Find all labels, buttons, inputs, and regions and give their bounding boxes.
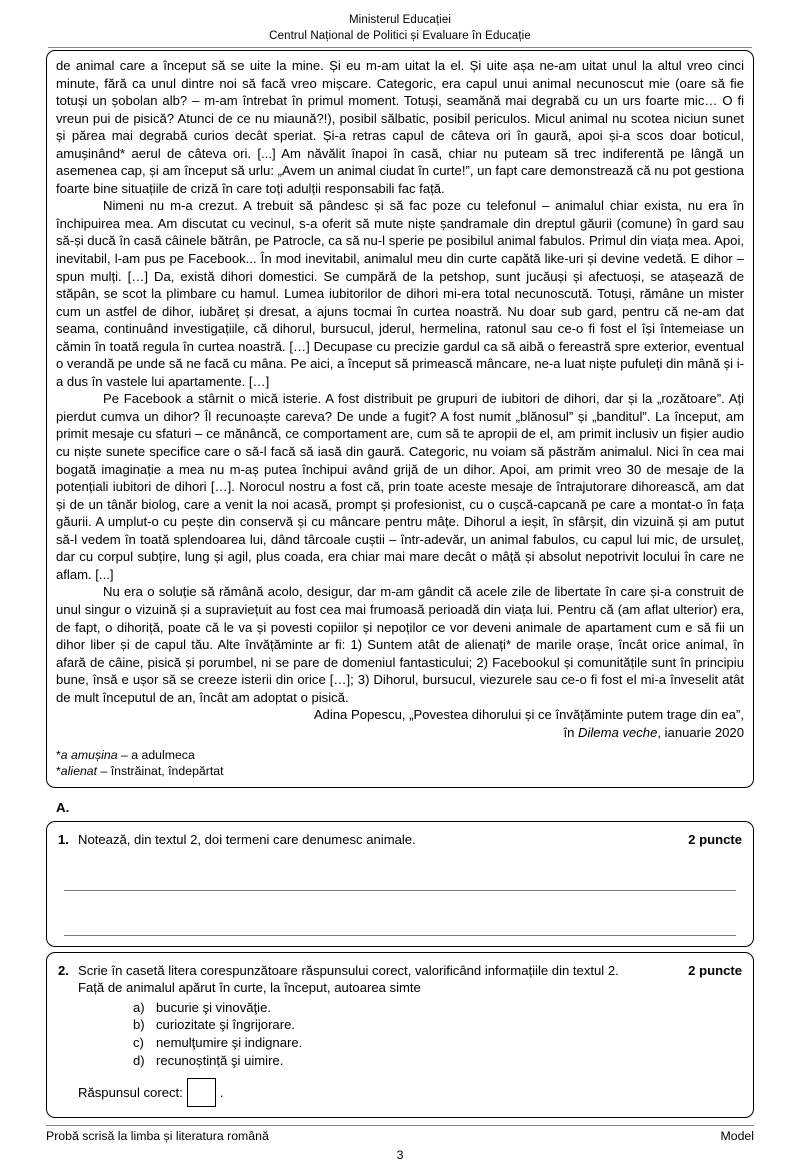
attribution-line-1: Adina Popescu, „Povestea dihorului și ce învățăminte putem trage din ea”, — [313, 707, 744, 723]
footer-row — [46, 1126, 754, 1144]
footer-right-text: Model — [720, 1129, 754, 1144]
answer-input-box[interactable] — [187, 1078, 216, 1107]
answer-line[interactable] — [64, 909, 736, 936]
option-c-text: nemulţumire şi indignare. — [156, 1034, 303, 1050]
attribution-prefix: în — [563, 724, 579, 740]
answer-label: Răspunsul corect: — [78, 1084, 183, 1100]
option-b-text: curiozitate şi îngrijorare. — [156, 1017, 295, 1033]
publication-name: Dilema veche — [578, 724, 658, 740]
option-b[interactable] — [133, 1016, 742, 1034]
ministry-title: Ministerul Educației — [348, 14, 451, 26]
page-header — [0, 0, 800, 44]
text-paragraph-2: Nimeni nu m-a crezut. A trebuit să pândesc și să fac poze cu telefonul – animalul chiar exista, nu era în închipuirea mea. Am discutat cu vecinul, s-a oferit să mute niște șandramale din dreptul găurii (comune) în gard sau să-și ducă în casă câinele bătrân, pe Patrocle, ca să nu-l sperie pe posibilul animal fabulos. Primul din viața mea. Apoi, inevitabil, l-am pus pe Facebook... În mod inevitabil, animalul meu din curte capătă like-uri și devine vedetă. E dihor – spun mulți. […] Da, există dihori domestici. Se cumpără de la petshop, sunt jucăuși și afectuoși, se atașează de stăpân, se scot la plimbare cu hamul. Lumea iubitorilor de dihori mi-era total necunoscută. Totuși, rămâne un mister cum un astfel de dihor, iubăreț și dresat, a ajuns tocmai în curtea noastră. Nu doar sub gard, pentru că ne-am dat seama, continuând investigațiile, că dihorul, bursucul, jderul, hermelina, ratonul sau ce-o fi fost el își întemeiase un cămin în toată regula în curtea noastră. […] Decupase cu precizie gardul ca să aibă o fereastră spre exterior, eventual o verandă pe unde să ne facă cu mâna. Pe aici, a început să primească mâncare, ne-a luat niște pufuleți din mână și i-a dus în vastele lui apartamente. […] — [56, 198, 744, 389]
answer-period: . — [219, 1084, 224, 1100]
header-divider — [48, 47, 752, 48]
question-2-text: Scrie în casetă litera corespunzătoare răspunsului corect, valorificând informațiile din textul 2. — [78, 962, 619, 978]
question-1-box — [46, 821, 754, 947]
question-1-points: 2 puncte — [688, 831, 742, 847]
footnotes — [56, 748, 744, 779]
attribution-date: , ianuarie 2020 — [657, 724, 744, 740]
option-a-letter: a) — [133, 999, 145, 1015]
question-2-options — [58, 999, 742, 1069]
text-paragraph-4: Nu era o soluție să rămână acolo, desigur, dar m-am gândit că acele zile de libertate în care și-a construit de unul singur o vizuină și a supraviețuit au fost cea mai frumoasă perioadă din viața lui. Pentru că (am aflat ulterior) era, de fapt, o dihoriță, poate că le va și povesti copiilor și nepoților ce vor deveni animale de apartament cum e să fii un dihor liber și de capul tău. Alte învățăminte ar fi: 1) Suntem atât de alienați* de marile orașe, încât orice animal, în afară de câine, pisică și porumbel, ni se pare de domeniul fantasticului; 2) Facebookul și comunitățile sunt în principiu bune, însă e ușor să se creeze isterii din orice […]; 3) Dihorul, bursucul, viezurele sau ce-o fi fost el mi-a înveselit atât de mult începutul de an, încât am adoptat o pisică. — [56, 584, 744, 705]
question-2-header — [58, 962, 742, 979]
footnote-2 — [56, 764, 744, 780]
footer-left-text: Probă scrisă la limba și literatura română — [46, 1129, 269, 1144]
page-number: 3 — [396, 1148, 404, 1163]
option-d[interactable] — [133, 1052, 742, 1070]
footnote-marker: * — [56, 748, 61, 763]
option-c-letter: c) — [133, 1034, 144, 1050]
footnote-marker: * — [56, 763, 61, 778]
question-2-number: 2. — [58, 962, 69, 978]
question-2-points: 2 puncte — [688, 962, 742, 978]
footnote-1 — [56, 748, 744, 764]
footnote-term: a amușina — [60, 748, 118, 763]
option-d-letter: d) — [133, 1052, 145, 1068]
question-1-text: Notează, din textul 2, doi termeni care denumesc animale. — [78, 831, 416, 847]
question-2-answer-row — [78, 1078, 742, 1107]
footnote-term: alienat — [60, 763, 98, 778]
text-paragraph-1: de animal care a început să se uite la mine. Și eu m-am uitat la el. Și uite așa ne-am uitat unul la altul vreo cinci minute, fără ca unul dintre noi să facă vreo mișcare. Categoric, era capul unui animal necunoscut mie (oare să fie totuși un șobolan alb? – m-am întrebat în primul moment. Totuși, seamănă mai degrabă cu un urs foarte mic… O fi vreun pui de pisică? Atunci de ce nu miaună?!), posibil sălbatic, posibil periculos. Micul animal nu scotea niciun sunet și părea mai degrabă curios decât speriat. Și-a retras capul de câteva ori în gaură, apoi și-a scos doar boticul, amușinând* aerul de câteva ori. [...] Am năvălit înapoi în casă, chiar nu puteam să trec indiferentă pe lângă un asemenea cap, și am început să urlu: „Avem un animal ciudat în curte!”, un fapt care demonstrează că nu pot gestiona foarte bine situațiile de criză în care toți adulții responsabili fac față. — [56, 58, 744, 196]
section-label-a: A. — [56, 799, 70, 815]
page-footer — [46, 1125, 754, 1163]
option-b-letter: b) — [133, 1017, 145, 1033]
question-1-answer-area[interactable] — [58, 864, 742, 936]
center-title: Centrul Național de Politici și Evaluare în Educație — [269, 29, 531, 42]
question-1-number: 1. — [58, 831, 69, 847]
question-2-box — [46, 952, 754, 1118]
attribution-line-2 — [56, 724, 744, 742]
question-2-subtext: Față de animalul apărut în curte, la început, autoarea simte — [78, 980, 421, 996]
option-a[interactable] — [133, 999, 742, 1017]
option-a-text: bucurie şi vinovăţie. — [156, 999, 271, 1015]
footnote-definition: – a adulmeca — [117, 748, 195, 763]
question-1-header — [58, 831, 742, 848]
text-paragraph-3: Pe Facebook a stârnit o mică isterie. A fost distribuit pe grupuri de iubitori de dihori, dar și la „rozătoare”. Ați pierdut cumva un dihor? Îl recunoaște careva? De unde a fugit? A fost numit „blănosul” și „banditul”. La început, am primit mesaje cu sfaturi – ce mănâncă, ce comportament are, cum să te apropii de el, am primit inclusiv un fișier audio cu niște sunete specifice care o să-l facă să iasă din gaură. Categoric, nu voiam să păstrăm animalul. Nici în cea mai bogată imaginație a mea nu m-aș putea închipui având grijă de un dihor. Apoi, am primit vreo 30 de mesaje de la potențiali iubitori de dihori […]. Norocul nostru a fost că, prin toate aceste mesaje de întrajutorare dihorească, am dat și de un tânăr biolog, care a venit la noi acasă, prompt și profesionist, cu o cușcă-capcană pe care a montat-o în fața găurii. A umplut-o cu pește din conservă și cu mâncare pentru mâțe. Dihorul a ieșit, în sfârșit, din vizuină și am putut să-l vedem în toată splendoarea lui, dând târcoale cuștii – într-adevăr, un animal fabulos, cu capul lui mic, de ursuleț, dar cu corpul subțire, lung și agil, plus coada, era chiar mai mare decât o mâță și absolut nepotrivit locului în care ne aflam. [...] — [56, 391, 744, 582]
footnote-definition: – înstrăinat, îndepărtat — [97, 763, 224, 778]
answer-line[interactable] — [64, 864, 736, 891]
reading-text-frame — [46, 50, 754, 788]
option-c[interactable] — [133, 1034, 742, 1052]
option-d-text: recunoștință şi uimire. — [156, 1052, 284, 1068]
